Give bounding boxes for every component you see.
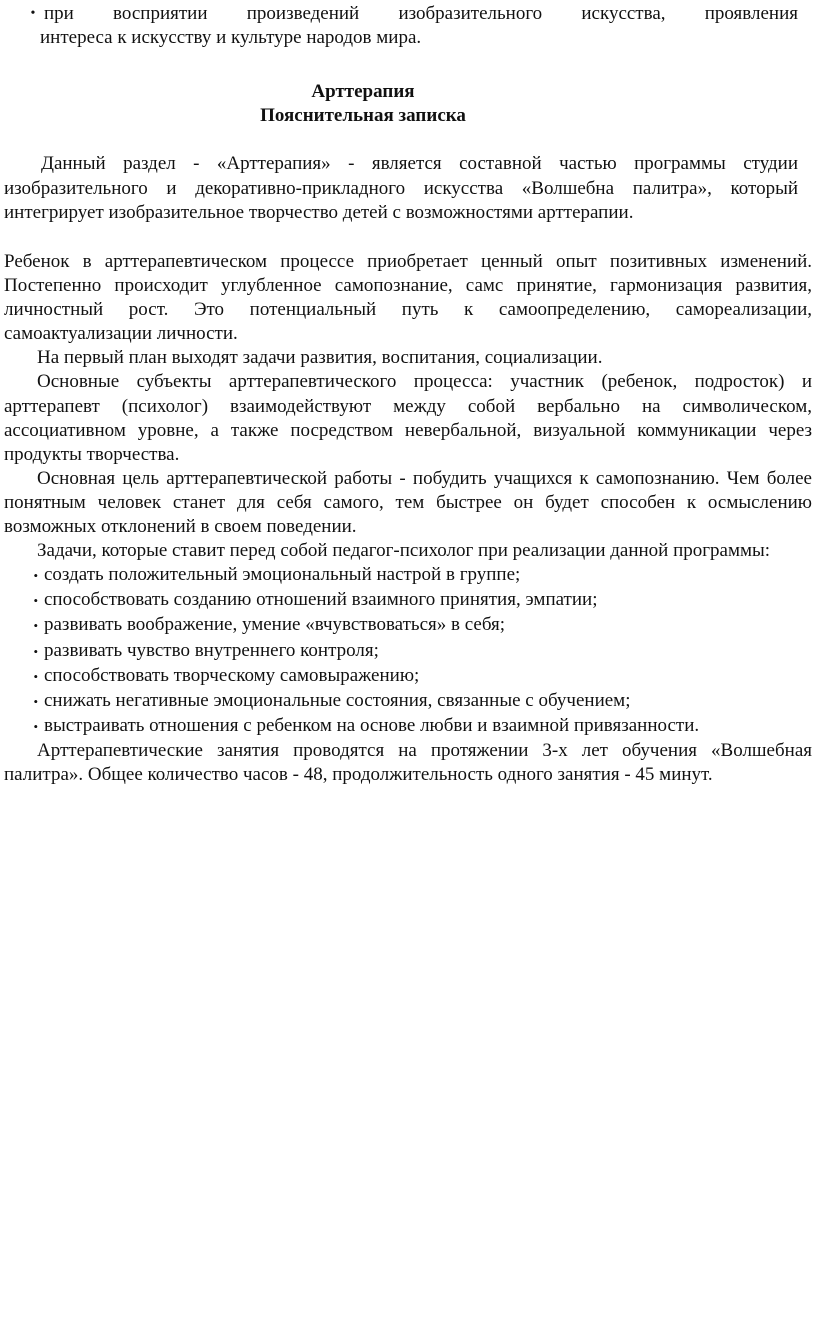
paragraph-main-goal: Основная цель арттерапевтической работы - побудить учащихся к самопознанию. Чем более понятным человек станет для себя самого, тем быстрее он будет способен к осмыслению возможных отклонений в своем поведении. — [4, 467, 812, 538]
task-text: способствовать творческому самовыражению; — [44, 664, 420, 686]
task-text: способствовать созданию отношений взаимного принятия, эмпатии; — [44, 589, 598, 611]
task-text: снижать негативные эмоциональные состояния, связанные с обучением; — [44, 689, 631, 711]
list-item — [4, 613, 812, 638]
bullet-icon: • — [33, 643, 38, 659]
paragraph-schedule: Арттерапевтические занятия проводятся на протяжении 3-х лет обучения «Волшебная палитра». Общее количество часов - 48, продолжительность одного занятия - 45 минут. — [4, 739, 812, 785]
task-text: развивать воображение, умение «вчувствоваться» в себя; — [44, 614, 506, 636]
bullet-icon: • — [30, 6, 36, 21]
list-item — [4, 563, 812, 588]
bullet-icon: • — [33, 568, 38, 584]
intro-paragraph: Данный раздел - «Арттерапия» - является составной частью программы студии изобразительного и декоративно-прикладного искусства «Волшебна палитра», который интегрирует изобразительное творчество детей с возможностями арттерапии. — [4, 153, 798, 224]
bullet-icon: • — [33, 618, 38, 634]
paragraph-child-process: Ребенок в арттерапевтическом процессе приобретает ценный опыт позитивных изменений. Постепенно происходит углубленное самопознание, самс принятие, гармонизация развития, личностный рост. Это потенциальный путь к самоопределению, самореализации, самоактуализации личности. — [4, 251, 812, 345]
paragraph-tasks-intro: Задачи, которые ставит перед собой педагог-психолог при реализации данной программы: — [37, 540, 771, 562]
list-item — [4, 664, 812, 689]
list-item — [4, 714, 812, 739]
section-title: Арттерапия — [311, 81, 415, 102]
previous-item-line-2: интереса к искусству и культуре народов мира. — [40, 27, 422, 48]
list-item — [4, 639, 812, 664]
bullet-icon: • — [33, 718, 38, 734]
list-item — [4, 588, 812, 613]
bullet-icon: • — [33, 693, 38, 709]
previous-item-line-1: при восприятии произведений изобразительного искусства, проявления — [44, 3, 798, 24]
bullet-icon: • — [33, 668, 38, 684]
previous-list-item — [22, 2, 798, 50]
task-text: создать положительный эмоциональный настрой в группе; — [44, 564, 521, 586]
task-list — [4, 563, 812, 739]
paragraph-subjects: Основные субъекты арттерапевтического процесса: участник (ребенок, подросток) и арттерапевт (психолог) взаимодействуют между собой вербально на символическом, ассоциативном уровне, а также посредством невербальной, визуальной коммуникации через продукты творчества. — [4, 371, 812, 465]
list-item — [4, 689, 812, 714]
section-subtitle: Пояснительная записка — [260, 105, 466, 126]
task-text: выстраивать отношения с ребенком на основе любви и взаимной привязанности. — [44, 714, 700, 736]
paragraph-priorities: На первый план выходят задачи развития, воспитания, социализации. — [37, 347, 603, 369]
task-text: развивать чувство внутреннего контроля; — [44, 639, 379, 661]
bullet-icon: • — [33, 593, 38, 609]
body-text — [4, 250, 812, 787]
